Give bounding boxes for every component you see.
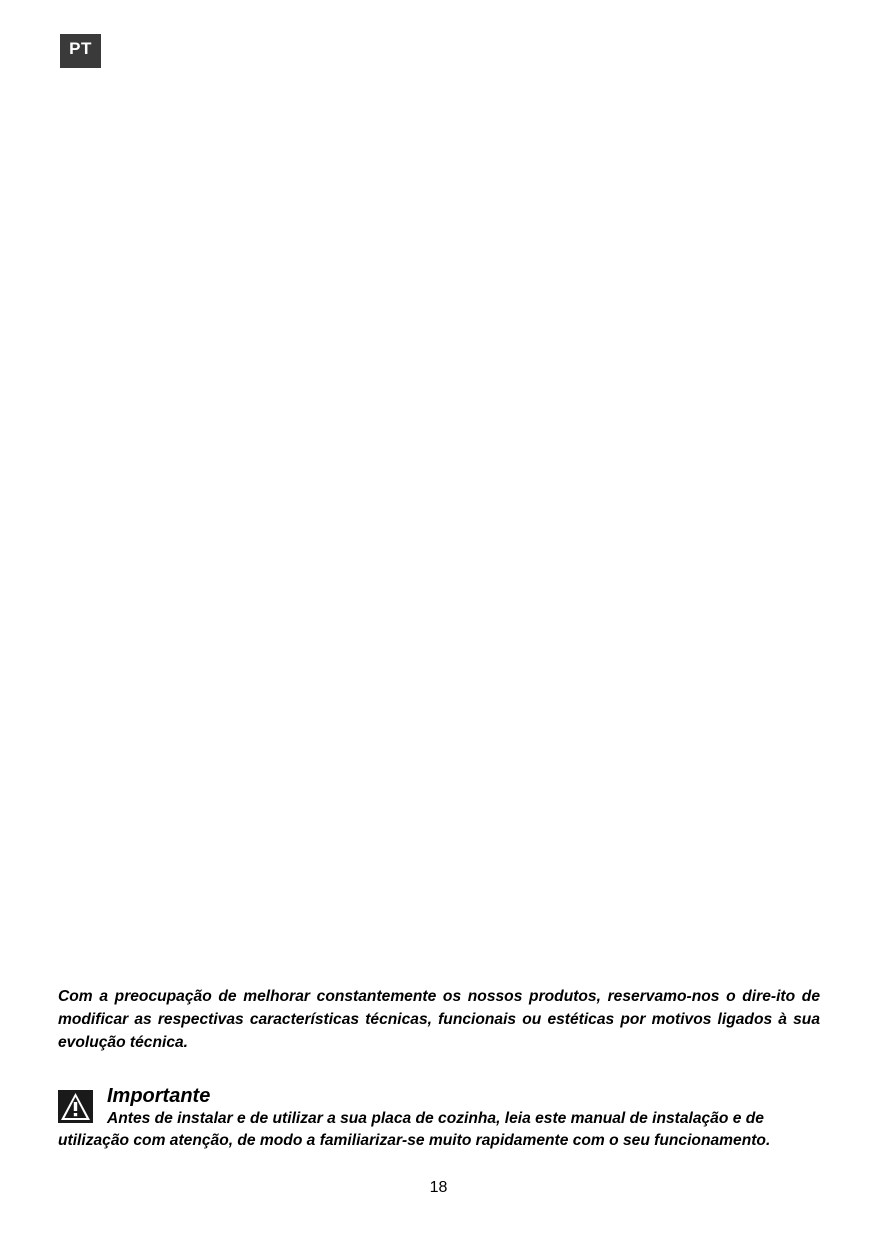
important-text: Antes de instalar e de utilizar a sua placa de cozinha, leia este manual de instalação e de utilização com atenção, de modo a familiarizar-se muito rapidamente com o seu funcionamento. (58, 1110, 771, 1149)
page-number: 18 (429, 1179, 448, 1196)
important-title: Importante (107, 1085, 211, 1107)
language-badge: PT (60, 34, 101, 68)
disclaimer-text: Com a preocupação de melhorar constantemente os nossos produtos, reservamo-nos o dire-ito de modificar as respectivas características técnicas, funcionais ou estéticas por motivos ligados à sua evolução técnica. (58, 988, 820, 1051)
